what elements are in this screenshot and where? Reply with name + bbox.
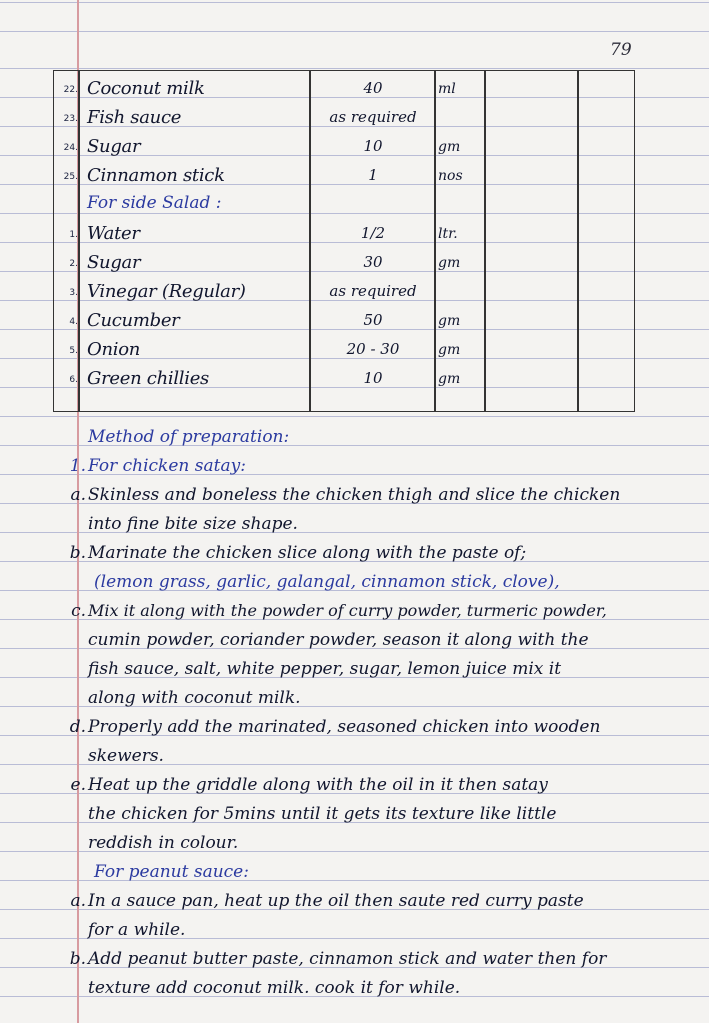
method-line [0, 655, 709, 684]
row-number: 25. [63, 172, 78, 182]
table-row [54, 129, 634, 158]
ingredient-name: Water [87, 223, 140, 244]
method-line [0, 713, 709, 742]
ingredient-qty: as required [329, 108, 417, 126]
table-row [54, 71, 634, 100]
table-row [54, 245, 634, 274]
ingredient-unit: gm [438, 139, 461, 155]
table-row [54, 332, 634, 361]
step-label: b. [69, 949, 86, 969]
step-text: along with coconut milk. [88, 688, 301, 708]
ingredients-table [53, 70, 635, 412]
ingredient-name: Sugar [87, 136, 141, 157]
method-line [0, 945, 709, 974]
step-text: into fine bite size shape. [88, 514, 298, 534]
row-number: 2. [69, 259, 78, 269]
method-heading-line [0, 423, 709, 452]
step-text: Mix it along with the powder of curry powder, turmeric powder, [88, 601, 607, 620]
table-row [54, 187, 634, 216]
table-row [54, 216, 634, 245]
method-line [0, 742, 709, 771]
step-text: In a sauce pan, heat up the oil then saute red curry paste [88, 891, 584, 911]
method-line [0, 568, 709, 597]
ingredient-qty: 1/2 [360, 224, 386, 242]
ingredient-qty: 20 - 30 [346, 340, 400, 358]
step-label: d. [69, 717, 86, 737]
step-text: (lemon grass, garlic, galangal, cinnamon stick, clove), [94, 572, 560, 592]
ingredient-name: Green chillies [87, 368, 209, 389]
method-line [0, 974, 709, 1003]
ingredient-qty: 40 [363, 79, 383, 97]
step-label: a. [70, 485, 86, 505]
ingredient-unit: gm [438, 255, 461, 271]
ingredient-unit: ml [438, 81, 456, 97]
ingredient-qty: as required [329, 282, 417, 300]
method-line [0, 684, 709, 713]
method-line [0, 481, 709, 510]
row-number: 22. [63, 85, 78, 95]
step-text: for a while. [88, 920, 186, 940]
table-row [54, 100, 634, 129]
ingredient-qty: 50 [363, 311, 383, 329]
ingredient-unit: gm [438, 313, 461, 329]
ingredient-qty: 10 [363, 137, 383, 155]
method-line [0, 510, 709, 539]
step-text: Add peanut butter paste, cinnamon stick and water then for [88, 949, 607, 969]
step-text: reddish in colour. [88, 833, 239, 853]
step-text: skewers. [88, 746, 164, 766]
ingredient-name: Cucumber [87, 310, 180, 331]
ingredient-qty: 1 [368, 166, 378, 184]
peanut-sauce-heading: For peanut sauce: [94, 862, 249, 882]
method-line [0, 800, 709, 829]
step-text: the chicken for 5mins until it gets its texture like little [88, 804, 557, 824]
step-text: texture add coconut milk. cook it for while. [88, 978, 461, 998]
ingredient-qty: 30 [363, 253, 383, 271]
table-row [54, 303, 634, 332]
ingredient-name: Sugar [87, 252, 141, 273]
step-label: e. [70, 775, 86, 795]
ingredient-unit: nos [438, 168, 463, 184]
ingredient-unit: ltr. [438, 226, 458, 242]
ingredient-name: Vinegar (Regular) [87, 281, 246, 302]
table-row [54, 361, 634, 390]
ingredient-unit: gm [438, 342, 461, 358]
row-number: 6. [69, 375, 78, 385]
ingredient-qty: 10 [363, 369, 383, 387]
step-text: cumin powder, coriander powder, season it along with the [88, 630, 589, 650]
row-number: 1. [69, 230, 78, 240]
step-text: Skinless and boneless the chicken thigh and slice the chicken [88, 485, 621, 505]
step-text: Heat up the griddle along with the oil in it then satay [88, 775, 548, 795]
step-label: 1. [69, 456, 86, 476]
method-line [0, 887, 709, 916]
method-line [0, 829, 709, 858]
step-text: fish sauce, salt, white pepper, sugar, lemon juice mix it [88, 659, 562, 679]
row-number: 3. [69, 288, 78, 298]
step-label: c. [71, 601, 86, 621]
method-heading: Method of preparation: [88, 427, 290, 447]
step-text: Properly add the marinated, seasoned chicken into wooden [88, 717, 601, 737]
row-number: 24. [63, 143, 78, 153]
ingredient-name: Onion [87, 339, 141, 360]
method-line [0, 626, 709, 655]
ingredient-name: Fish sauce [87, 107, 182, 128]
peanut-heading-line [0, 858, 709, 887]
chicken-satay-heading: For chicken satay: [88, 456, 246, 476]
ingredient-name: Coconut milk [87, 78, 205, 99]
step-label: a. [70, 891, 86, 911]
side-salad-heading: For side Salad : [87, 193, 222, 213]
method-line [0, 771, 709, 800]
ingredient-name: Cinnamon stick [87, 165, 225, 186]
row-number: 23. [63, 114, 78, 124]
page-number: 79 [610, 40, 632, 60]
method-line [0, 539, 709, 568]
ingredient-unit: gm [438, 371, 461, 387]
step-label: b. [69, 543, 86, 563]
step-text: Marinate the chicken slice along with the paste of; [88, 543, 527, 563]
table-row [54, 274, 634, 303]
table-row [54, 158, 634, 187]
chicken-heading-line [0, 452, 709, 481]
row-number: 5. [69, 346, 78, 356]
row-number: 4. [69, 317, 78, 327]
method-line [0, 916, 709, 945]
method-line [0, 597, 709, 626]
